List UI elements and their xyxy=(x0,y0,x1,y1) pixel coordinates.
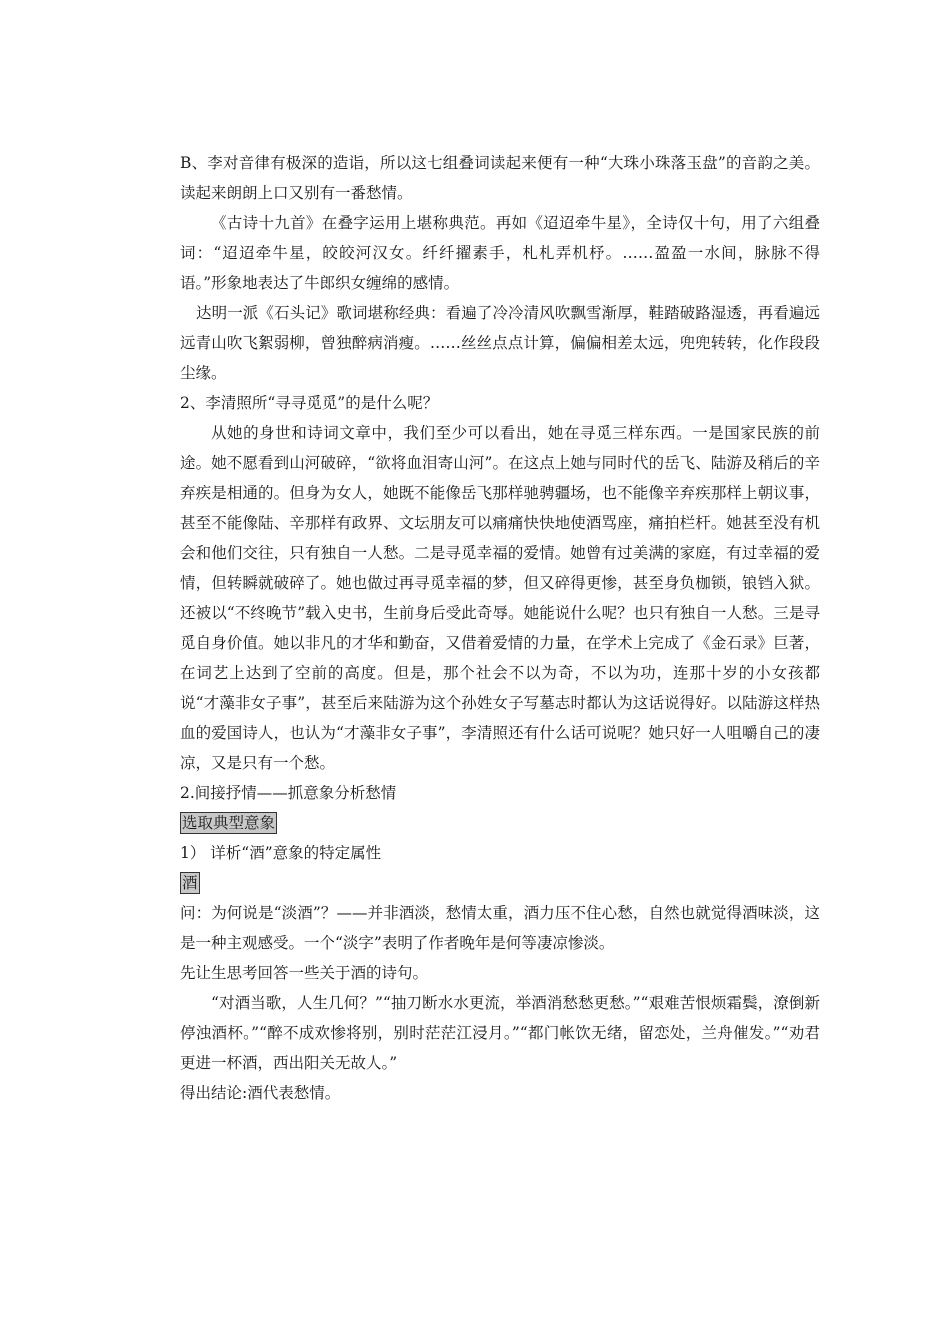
subheading-wine-image: 1） 详析“酒”意象的特定属性 xyxy=(180,844,382,862)
paragraph-stone-story: 达明一派《石头记》歌词堪称经典：看遍了冷冷清风吹飘雪渐厚，鞋踏破路湿透，再看遍远远青山吹飞絮弱柳，曾独醉病消瘦。……丝丝点点计算，偏偏相差太远，兜兜转转，化作段段尘缘。 xyxy=(180,304,820,382)
paragraph-three-pursuits: 从她的身世和诗词文章中，我们至少可以看出，她在寻觅三样东西。一是国家民族的前途。她不愿看到山河破碎，“欲将血泪寄山河”。在这点上她与同时代的岳飞、陆游及稍后的辛弃疾是相通的。但身为女人，她既不能像岳飞那样驰骋疆场，也不能像辛弃疾那样上朝议事，甚至不能像陆、辛那样有政界、文坛朋友可以痛痛快快地使酒骂座，痛拍栏杆。她甚至没有机会和他们交往，只有独自一人愁。二是寻觅幸福的爱情。她曾有过美满的家庭，有过幸福的爱情，但转瞬就破碎了。她也做过再寻觅幸福的梦，但又碎得更惨，甚至身负枷锁，锒铛入狱。还被以“不终晚节”载入史书，生前身后受此奇辱。她能说什么呢？也只有独自一人愁。三是寻觅自身价值。她以非凡的才华和勤奋，又借着爱情的力量，在学术上完成了《金石录》巨著，在词艺上达到了空前的高度。但是，那个社会不以为奇，不以为功，连那十岁的小女孩都说“才藻非女子事”，甚至后来陆游为这个孙姓女子写墓志时都认为这话说得好。以陆游这样热血的爱国诗人，也认为“才藻非女子事”，李清照还有什么话可说呢？她只好一人咀嚼自己的凄凉，又是只有一个愁。 xyxy=(180,424,820,772)
paragraph-b-rhythm: B、李对音律有极深的造诣，所以这七组叠词读起来便有一种“大珠小珠落玉盘”的音韵之美。读起来朗朗上口又别有一番愁情。 xyxy=(180,154,820,202)
section-heading-indirect-lyric: 2.间接抒情——抓意象分析愁情 xyxy=(180,784,397,802)
paragraph-conclusion: 得出结论:酒代表愁情。 xyxy=(180,1084,341,1102)
paragraph-wine-poems: “对酒当歌，人生几何？”“抽刀断水水更流，举酒消愁愁更愁。”“艰难苦恨烦霜鬓，潦倒新停浊酒杯。”“醉不成欢惨将别，别时茫茫江浸月。”“都门帐饮无绪，留恋处，兰舟催发。”“劝君更进一杯酒，西出阳关无故人。” xyxy=(180,994,820,1072)
question-heading-seeking: 2、李清照所“寻寻觅觅”的是什么呢？ xyxy=(180,394,439,412)
paragraph-nineteen-poems: 《古诗十九首》在叠字运用上堪称典范。再如《迢迢牵牛星》，全诗仅十句，用了六组叠词：“迢迢牵牛星，皎皎河汉女。纤纤擢素手，札札弄机杼。……盈盈一水间，脉脉不得语。”形象地表达了牛郎织女缠绵的感情。 xyxy=(180,214,820,292)
document-body xyxy=(180,148,820,1108)
highlight-label-typical-images: 选取典型意象 xyxy=(182,814,276,832)
paragraph-question-light-wine: 问：为何说是“淡酒”？——并非酒淡，愁情太重，酒力压不住心愁，自然也就觉得酒味淡，这是一种主观感受。一个“淡字”表明了作者晚年是何等凄凉惨淡。 xyxy=(180,904,820,952)
highlight-label-wine: 酒 xyxy=(182,874,198,892)
paragraph-instruction: 先让生思考回答一些关于酒的诗句。 xyxy=(180,964,429,982)
